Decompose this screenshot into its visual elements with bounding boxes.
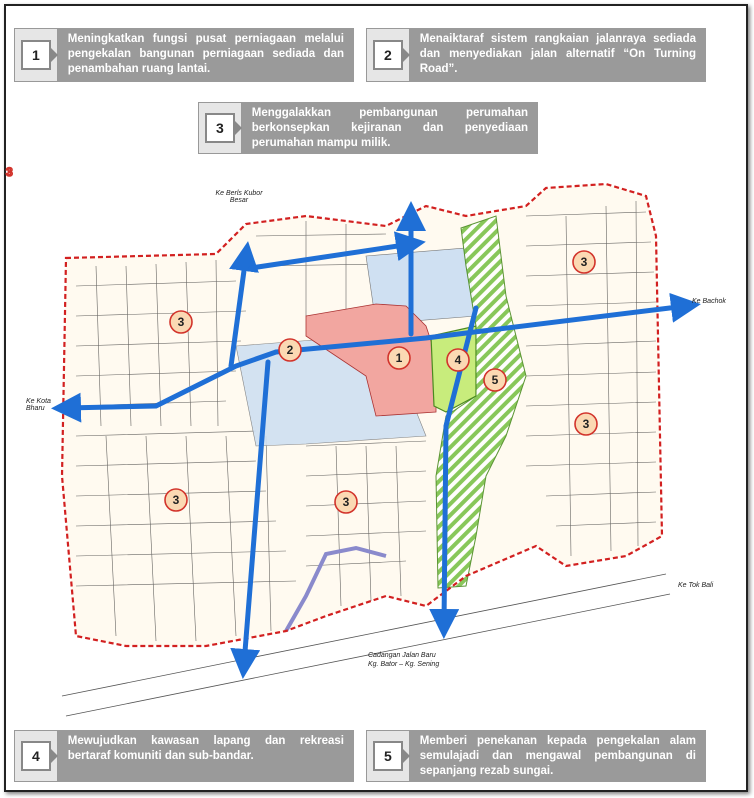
callout-number: 4 <box>21 741 51 771</box>
label-cadangan-line2: Kg. Bator – Kg. Sening <box>368 661 440 668</box>
callout-number-box <box>366 730 410 782</box>
callout-number-box <box>366 28 410 82</box>
svg-text:3: 3 <box>582 417 590 431</box>
marker-3-northwest <box>170 311 192 333</box>
callout-number: 3 <box>205 113 235 143</box>
callout-number: 5 <box>373 741 403 771</box>
marker-3-south <box>335 491 357 513</box>
callout-number: 2 <box>373 40 403 70</box>
callout-2 <box>366 28 706 82</box>
marker-3-northeast <box>573 251 595 273</box>
marker-3-east <box>575 413 597 435</box>
callout-text: Meningkatkan fungsi pusat perniagaan melalui pengekalan bangunan perniagaan sediada dan penambahan ruang lantai. <box>58 28 354 82</box>
svg-text:3: 3 <box>580 255 588 269</box>
svg-text:3: 3 <box>177 315 185 329</box>
svg-text:2: 2 <box>286 343 294 357</box>
label-cadangan-line1: Cadangan Jalan Baru <box>368 652 436 659</box>
callout-4 <box>14 730 354 782</box>
label-ke-tok-bali: Ke Tok Bali <box>678 582 714 589</box>
callout-text: Memberi penekanan kepada pengekalan alam semulajadi dan mengawal pembangunan di sepanjang rezab sungai. <box>410 730 706 782</box>
svg-text:3: 3 <box>342 495 350 509</box>
callout-3 <box>198 102 538 154</box>
callout-1 <box>14 28 354 82</box>
callout-number: 1 <box>21 40 51 70</box>
callout-number-box <box>198 102 242 154</box>
label-ke-kota-bharu: Ke Kota Bharu <box>26 398 51 412</box>
callout-number-box <box>14 28 58 82</box>
callout-text: Menaiktaraf sistem rangkaian jalanraya sediada dan menyediakan jalan alternatif “On Turning Road”. <box>410 28 706 82</box>
svg-text:1: 1 <box>395 351 403 365</box>
callout-text: Mewujudkan kawasan lapang dan rekreasi bertaraf komuniti dan sub-bandar. <box>58 730 354 782</box>
marker-5 <box>484 369 506 391</box>
callout-text: Menggalakkan pembangunan perumahan berkonsepkan kejiranan dan penyediaan perumahan mampu milik. <box>242 102 538 154</box>
svg-text:3: 3 <box>6 165 13 179</box>
callout-number-box <box>14 730 58 782</box>
marker-1 <box>388 347 410 369</box>
marker-2 <box>279 339 301 361</box>
callout-5 <box>366 730 706 782</box>
svg-text:3: 3 <box>172 493 180 507</box>
marker-3-west <box>6 165 13 179</box>
marker-4 <box>447 349 469 371</box>
label-ke-berls: Ke Berls Kubor Besar <box>215 190 263 204</box>
label-ke-bachok: Ke Bachok <box>692 298 726 305</box>
figure-frame <box>4 4 748 792</box>
svg-text:4: 4 <box>454 353 462 367</box>
marker-3-southwest <box>165 489 187 511</box>
svg-text:5: 5 <box>491 373 499 387</box>
